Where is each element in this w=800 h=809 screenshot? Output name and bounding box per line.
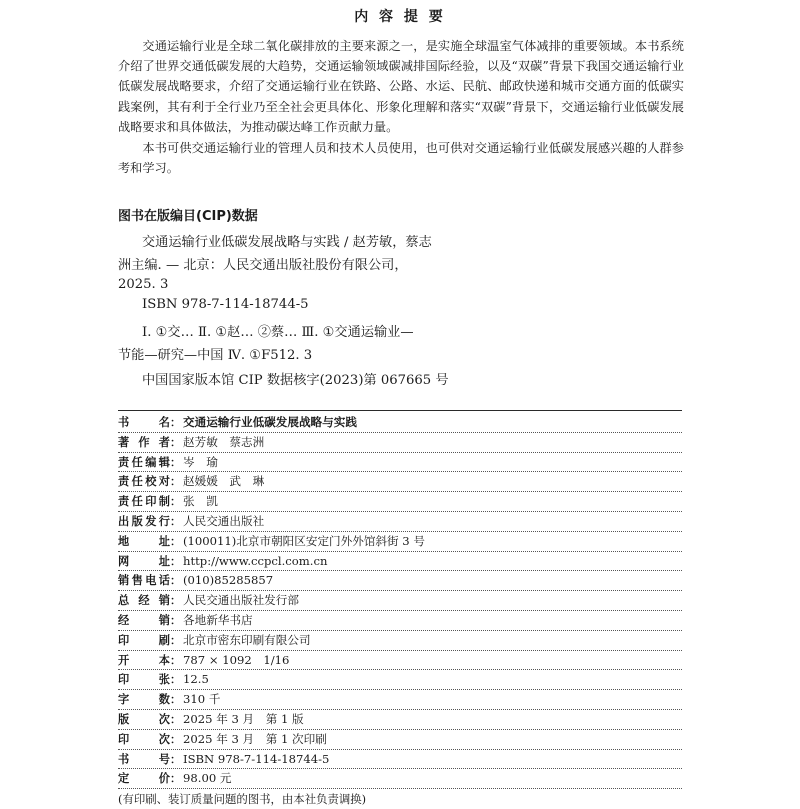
colophon-label: 经 销 xyxy=(118,613,170,627)
colophon-label: 印 次 xyxy=(118,732,170,746)
colophon-label: 责任印制 xyxy=(118,495,170,509)
colophon-value: (100011)北京市朝阳区安定门外外馆斜街 3 号 xyxy=(183,533,425,548)
colon: ： xyxy=(170,613,181,627)
colophon-row xyxy=(118,750,682,770)
colophon-value: 人民交通出版社发行部 xyxy=(183,593,299,608)
colophon-value: http://www.ccpcl.com.cn xyxy=(183,553,328,568)
cip-line: Ⅰ. ①交… Ⅱ. ①赵… ②蔡… Ⅲ. ①交通运输业— xyxy=(142,325,414,340)
colon: ： xyxy=(170,732,181,746)
colon: ： xyxy=(170,712,181,726)
colophon-value: (010)85285857 xyxy=(183,573,274,588)
colophon-value: 北京市密东印刷有限公司 xyxy=(183,632,311,647)
colon: ： xyxy=(170,693,181,707)
colophon-row xyxy=(118,552,682,572)
colophon-value: 张 凯 xyxy=(183,494,218,509)
colon: ： xyxy=(170,514,181,528)
colophon-row xyxy=(118,631,682,651)
colophon-label: 字 数 xyxy=(118,693,170,707)
colophon-label: 网 址 xyxy=(118,554,170,568)
colophon-value: 赵媛媛 武 琳 xyxy=(183,474,265,489)
cip-line: ISBN 978-7-114-18744-5 xyxy=(142,297,309,312)
colophon-value: 12.5 xyxy=(183,672,209,687)
colophon-row xyxy=(118,651,682,671)
colophon-row xyxy=(118,571,682,591)
colophon-label: 总 经 销 xyxy=(118,594,170,608)
colophon-table xyxy=(118,413,682,809)
colophon-value: 人民交通出版社 xyxy=(183,513,265,528)
summary-title: 内 容 提 要 xyxy=(354,9,446,25)
colophon-value: 98.00 元 xyxy=(183,771,232,786)
colophon-row xyxy=(118,433,682,453)
colophon-value: 787 × 1092 1/16 xyxy=(183,652,290,667)
colon: ： xyxy=(170,495,181,509)
colophon-row xyxy=(118,532,682,552)
colophon-label: 销售电话 xyxy=(118,574,170,588)
colophon-label: 印 张 xyxy=(118,673,170,687)
colon: ： xyxy=(170,574,181,588)
colophon-row xyxy=(118,690,682,710)
cip-line: 2025. 3 xyxy=(118,277,169,292)
colophon-label: 责任编辑 xyxy=(118,455,170,469)
cip-heading: 图书在版编目(CIP)数据 xyxy=(118,209,258,224)
colophon-label: 著 作 者 xyxy=(118,435,170,449)
colon: ： xyxy=(170,435,181,449)
colophon-value: 2025 年 3 月 第 1 次印刷 xyxy=(183,731,327,746)
colophon-value: 赵芳敏 蔡志洲 xyxy=(183,434,265,449)
colon: ： xyxy=(170,594,181,608)
cip-line: 交通运输行业低碳发展战略与实践 / 赵芳敏，蔡志 xyxy=(142,235,432,250)
colophon-label: 书 名 xyxy=(118,416,170,429)
cip-line: 中国国家版本馆 CIP 数据核字(2023)第 067665 号 xyxy=(142,373,449,388)
colon: ： xyxy=(170,633,181,647)
cip-line: 洲主编. — 北京：人民交通出版社股份有限公司， xyxy=(118,258,408,273)
colophon-value: 岑 瑜 xyxy=(183,454,218,469)
colophon-label: 书 号 xyxy=(118,752,170,766)
colophon-row xyxy=(118,670,682,690)
colophon-row xyxy=(118,710,682,730)
colon: ： xyxy=(170,673,181,687)
summary-section xyxy=(118,36,684,179)
colophon-row xyxy=(118,413,682,433)
colophon-row xyxy=(118,769,682,789)
colophon-row xyxy=(118,591,682,611)
summary-paragraph: 本书可供交通运输行业的管理人员和技术人员使用，也可供对交通运输行业低碳发展感兴趣的人群参考和学习。 xyxy=(118,141,684,176)
cip-line: 节能—研究—中国 Ⅳ. ①F512. 3 xyxy=(118,348,313,363)
colophon-label: 定 价 xyxy=(118,772,170,786)
colophon-value: 310 千 xyxy=(183,692,221,707)
colon: ： xyxy=(170,475,181,489)
colophon-value: 各地新华书店 xyxy=(183,612,253,627)
colon: ： xyxy=(170,534,181,548)
colon: ： xyxy=(170,772,181,786)
colophon-label: 印 刷 xyxy=(118,633,170,647)
divider xyxy=(118,410,682,411)
colon: ： xyxy=(170,752,181,766)
colon: ： xyxy=(170,455,181,469)
colon: ： xyxy=(170,416,181,429)
quality-notice: (有印刷、装订质量问题的图书，由本社负责调换) xyxy=(118,792,367,807)
colon: ： xyxy=(170,653,181,667)
colophon-row xyxy=(118,492,682,512)
colon: ： xyxy=(170,554,181,568)
colophon-label: 地 址 xyxy=(118,534,170,548)
colophon-label: 开 本 xyxy=(118,653,170,667)
colophon-value: 2025 年 3 月 第 1 版 xyxy=(183,711,304,726)
colophon-row xyxy=(118,453,682,473)
colophon-row xyxy=(118,472,682,492)
colophon-row xyxy=(118,730,682,750)
summary-paragraph: 交通运输行业是全球二氧化碳排放的主要来源之一，是实施全球温室气体减排的重要领域。本书系统介绍了世界交通低碳发展的大趋势，交通运输领域碳减排国际经验，以及“双碳”背景下我国交通运输行业低碳发展战略要求，介绍了交通运输行业在铁路、公路、水运、民航、邮政快递和城市交通方面的低碳实践案例，其有利于全行业乃至全社会更具体化、形象化理解和落实“双碳”背景下，交通运输行业低碳发展战略要求和具体做法，为推动碳达峰工作贡献力量。 xyxy=(118,39,684,134)
colophon-label: 版 次 xyxy=(118,712,170,726)
colophon-value: 交通运输行业低碳发展战略与实践 xyxy=(183,415,357,429)
colophon-row xyxy=(118,611,682,631)
colophon-value: ISBN 978-7-114-18744-5 xyxy=(183,751,330,766)
colophon-label: 出版发行 xyxy=(118,514,170,528)
colophon-row xyxy=(118,512,682,532)
colophon-label: 责任校对 xyxy=(118,475,170,489)
